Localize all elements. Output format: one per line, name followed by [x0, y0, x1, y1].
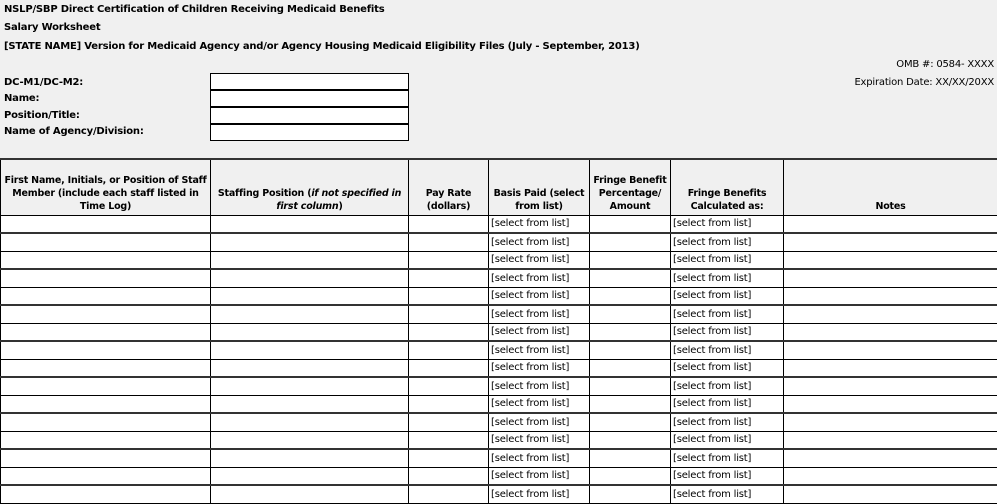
- fringe-percentage-cell[interactable]: [590, 413, 671, 431]
- fringe-percentage-cell[interactable]: [590, 449, 671, 467]
- pay-rate-cell[interactable]: [409, 341, 489, 359]
- fringe-calculated-select[interactable]: [select from list]: [671, 359, 784, 377]
- form-title: NSLP/SBP Direct Certification of Children Receiving Medicaid Benefits: [4, 4, 384, 15]
- staff-member-cell[interactable]: [1, 449, 211, 467]
- staff-member-cell[interactable]: [1, 323, 211, 341]
- notes-cell[interactable]: [784, 449, 997, 467]
- fringe-calculated-select[interactable]: [select from list]: [671, 377, 784, 395]
- pay-rate-cell[interactable]: [409, 233, 489, 251]
- fringe-calculated-select[interactable]: [select from list]: [671, 395, 784, 413]
- pay-rate-cell[interactable]: [409, 485, 489, 503]
- basis-paid-select[interactable]: [select from list]: [489, 305, 590, 323]
- basis-paid-select[interactable]: [select from list]: [489, 215, 590, 233]
- staff-member-cell[interactable]: [1, 305, 211, 323]
- notes-cell[interactable]: [784, 233, 997, 251]
- agency-field[interactable]: [210, 124, 409, 141]
- pay-rate-cell[interactable]: [409, 323, 489, 341]
- fringe-percentage-cell[interactable]: [590, 323, 671, 341]
- field-label-position: Position/Title:: [4, 110, 80, 121]
- notes-cell[interactable]: [784, 485, 997, 503]
- staffing-position-cell[interactable]: [211, 323, 409, 341]
- notes-cell[interactable]: [784, 359, 997, 377]
- fringe-percentage-cell[interactable]: [590, 341, 671, 359]
- fringe-percentage-cell[interactable]: [590, 485, 671, 503]
- fringe-calculated-select[interactable]: [select from list]: [671, 323, 784, 341]
- fringe-percentage-cell[interactable]: [590, 215, 671, 233]
- notes-cell[interactable]: [784, 431, 997, 449]
- staffing-position-cell[interactable]: [211, 413, 409, 431]
- omb-number: OMB #: 0584- XXXX: [896, 59, 994, 70]
- table-row: [1, 233, 997, 251]
- staff-member-cell[interactable]: [1, 467, 211, 485]
- pay-rate-cell[interactable]: [409, 305, 489, 323]
- header-staff-member: First Name, Initials, or Position of Staff Member (include each staff listed in Time Log): [1, 159, 211, 215]
- salary-table: [0, 158, 997, 504]
- staff-member-cell[interactable]: [1, 395, 211, 413]
- dc-field[interactable]: [210, 73, 409, 90]
- basis-paid-select[interactable]: [select from list]: [489, 467, 590, 485]
- header-notes: Notes: [784, 159, 997, 215]
- basis-paid-select[interactable]: [select from list]: [489, 485, 590, 503]
- staffing-position-cell[interactable]: [211, 449, 409, 467]
- table-row: [1, 359, 997, 377]
- notes-cell[interactable]: [784, 341, 997, 359]
- table-row: [1, 431, 997, 449]
- staff-member-cell[interactable]: [1, 251, 211, 269]
- table-row: [1, 467, 997, 485]
- header-text-end: ): [338, 201, 342, 212]
- fringe-calculated-select[interactable]: [select from list]: [671, 305, 784, 323]
- table-row: [1, 323, 997, 341]
- table-row: [1, 305, 997, 323]
- basis-paid-select[interactable]: [select from list]: [489, 251, 590, 269]
- fringe-percentage-cell[interactable]: [590, 377, 671, 395]
- basis-paid-select[interactable]: [select from list]: [489, 395, 590, 413]
- staffing-position-cell[interactable]: [211, 233, 409, 251]
- basis-paid-select[interactable]: [select from list]: [489, 431, 590, 449]
- table-row: [1, 287, 997, 305]
- notes-cell[interactable]: [784, 215, 997, 233]
- fringe-calculated-select[interactable]: [select from list]: [671, 269, 784, 287]
- pay-rate-cell[interactable]: [409, 431, 489, 449]
- staff-member-cell[interactable]: [1, 269, 211, 287]
- basis-paid-select[interactable]: [select from list]: [489, 413, 590, 431]
- field-label-agency: Name of Agency/Division:: [4, 126, 144, 137]
- notes-cell[interactable]: [784, 305, 997, 323]
- table-row: [1, 413, 997, 431]
- table-row: [1, 377, 997, 395]
- table-row: [1, 215, 997, 233]
- header-staffing-position: [211, 159, 409, 215]
- notes-cell[interactable]: [784, 413, 997, 431]
- header-text: Staffing Position (: [218, 188, 312, 199]
- pay-rate-cell[interactable]: [409, 359, 489, 377]
- table-row: [1, 251, 997, 269]
- staff-member-cell[interactable]: [1, 377, 211, 395]
- staffing-position-cell[interactable]: [211, 431, 409, 449]
- staffing-position-cell[interactable]: [211, 305, 409, 323]
- notes-cell[interactable]: [784, 377, 997, 395]
- notes-cell[interactable]: [784, 323, 997, 341]
- table-row: [1, 449, 997, 467]
- pay-rate-cell[interactable]: [409, 287, 489, 305]
- form-subtitle: Salary Worksheet: [4, 22, 100, 33]
- pay-rate-cell[interactable]: [409, 377, 489, 395]
- fringe-calculated-select[interactable]: [select from list]: [671, 341, 784, 359]
- notes-cell[interactable]: [784, 467, 997, 485]
- name-field[interactable]: [210, 90, 409, 107]
- fringe-percentage-cell[interactable]: [590, 395, 671, 413]
- staff-member-cell[interactable]: [1, 341, 211, 359]
- header-fringe-calculated: Fringe Benefits Calculated as:: [671, 159, 784, 215]
- form-version: [STATE NAME] Version for Medicaid Agency and/or Agency Housing Medicaid Eligibility Files (July - September, 2013): [4, 41, 640, 52]
- table-row: [1, 395, 997, 413]
- fringe-percentage-cell[interactable]: [590, 251, 671, 269]
- pay-rate-cell[interactable]: [409, 413, 489, 431]
- header-fringe-percentage: Fringe Benefit Percentage/ Amount: [590, 159, 671, 215]
- basis-paid-select[interactable]: [select from list]: [489, 233, 590, 251]
- staff-member-cell[interactable]: [1, 233, 211, 251]
- basis-paid-select[interactable]: [select from list]: [489, 449, 590, 467]
- staffing-position-cell[interactable]: [211, 341, 409, 359]
- staffing-position-cell[interactable]: [211, 269, 409, 287]
- pay-rate-cell[interactable]: [409, 449, 489, 467]
- pay-rate-cell[interactable]: [409, 269, 489, 287]
- staff-member-cell[interactable]: [1, 431, 211, 449]
- staffing-position-cell[interactable]: [211, 467, 409, 485]
- pay-rate-cell[interactable]: [409, 467, 489, 485]
- notes-cell[interactable]: [784, 251, 997, 269]
- pay-rate-cell[interactable]: [409, 395, 489, 413]
- staff-member-cell[interactable]: [1, 413, 211, 431]
- table-row: [1, 485, 997, 503]
- fringe-percentage-cell[interactable]: [590, 467, 671, 485]
- expiration-date: Expiration Date: XX/XX/20XX: [854, 77, 994, 88]
- fringe-calculated-select[interactable]: [select from list]: [671, 449, 784, 467]
- basis-paid-select[interactable]: [select from list]: [489, 287, 590, 305]
- staffing-position-cell[interactable]: [211, 215, 409, 233]
- header-pay-rate: Pay Rate (dollars): [409, 159, 489, 215]
- fringe-calculated-select[interactable]: [select from list]: [671, 413, 784, 431]
- staffing-position-cell[interactable]: [211, 485, 409, 503]
- field-label-name: Name:: [4, 93, 39, 104]
- position-field[interactable]: [210, 107, 409, 124]
- field-label-dc: DC-M1/DC-M2:: [4, 77, 83, 88]
- staff-member-cell[interactable]: [1, 485, 211, 503]
- header-italic: if not specified in first column: [276, 188, 401, 212]
- fringe-percentage-cell[interactable]: [590, 305, 671, 323]
- notes-cell[interactable]: [784, 287, 997, 305]
- fringe-percentage-cell[interactable]: [590, 233, 671, 251]
- fringe-calculated-select[interactable]: [select from list]: [671, 467, 784, 485]
- fringe-calculated-select[interactable]: [select from list]: [671, 233, 784, 251]
- staff-member-cell[interactable]: [1, 287, 211, 305]
- fringe-calculated-select[interactable]: [select from list]: [671, 215, 784, 233]
- table-row: [1, 341, 997, 359]
- staffing-position-cell[interactable]: [211, 377, 409, 395]
- staff-member-cell[interactable]: [1, 359, 211, 377]
- staffing-position-cell[interactable]: [211, 395, 409, 413]
- basis-paid-select[interactable]: [select from list]: [489, 377, 590, 395]
- fringe-percentage-cell[interactable]: [590, 431, 671, 449]
- fringe-percentage-cell[interactable]: [590, 269, 671, 287]
- staff-member-cell[interactable]: [1, 215, 211, 233]
- pay-rate-cell[interactable]: [409, 215, 489, 233]
- fringe-calculated-select[interactable]: [select from list]: [671, 485, 784, 503]
- staffing-position-cell[interactable]: [211, 359, 409, 377]
- staffing-position-cell[interactable]: [211, 251, 409, 269]
- table-row: [1, 269, 997, 287]
- basis-paid-select[interactable]: [select from list]: [489, 269, 590, 287]
- fringe-percentage-cell[interactable]: [590, 287, 671, 305]
- basis-paid-select[interactable]: [select from list]: [489, 359, 590, 377]
- fringe-calculated-select[interactable]: [select from list]: [671, 431, 784, 449]
- header-basis-paid: Basis Paid (select from list): [489, 159, 590, 215]
- staffing-position-cell[interactable]: [211, 287, 409, 305]
- fringe-calculated-select[interactable]: [select from list]: [671, 287, 784, 305]
- fringe-calculated-select[interactable]: [select from list]: [671, 251, 784, 269]
- notes-cell[interactable]: [784, 395, 997, 413]
- basis-paid-select[interactable]: [select from list]: [489, 323, 590, 341]
- pay-rate-cell[interactable]: [409, 251, 489, 269]
- fringe-percentage-cell[interactable]: [590, 359, 671, 377]
- notes-cell[interactable]: [784, 269, 997, 287]
- basis-paid-select[interactable]: [select from list]: [489, 341, 590, 359]
